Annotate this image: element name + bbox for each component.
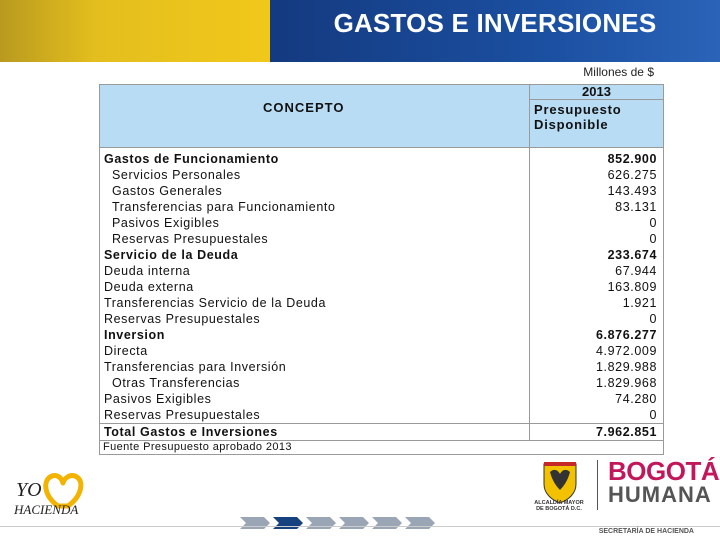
table-row-total [100, 423, 663, 441]
secretaria-label: SECRETARÍA DE HACIENDA [598, 528, 694, 535]
row-value: 4.972.009 [595, 344, 657, 358]
table-row [100, 359, 663, 375]
table-row [100, 407, 663, 423]
table-row [100, 231, 663, 247]
heart-icon [14, 466, 96, 528]
row-value: 0 [649, 232, 657, 246]
chevron-step [405, 517, 435, 529]
chevron-step-active [273, 517, 303, 529]
table-source-note: Fuente Presupuesto aprobado 2013 [103, 441, 292, 453]
chevron-step [240, 517, 270, 529]
header-gold-band [0, 0, 270, 62]
header-year: 2013 [530, 85, 663, 100]
table-row [100, 279, 663, 295]
chevron-step [372, 517, 402, 529]
row-value: 163.809 [607, 280, 657, 294]
row-value: 74.280 [615, 392, 657, 406]
progress-chevrons [240, 517, 435, 529]
bogota-wordmark: BOGOTÁ [608, 456, 720, 486]
unit-label: Millones de $ [583, 65, 654, 79]
row-label: Deuda interna [100, 263, 530, 279]
row-value: 233.674 [607, 248, 657, 262]
table-row [100, 183, 663, 199]
page-title: GASTOS E INVERSIONES [333, 8, 657, 38]
budget-table [99, 84, 664, 455]
table-row [100, 311, 663, 327]
row-label: Transferencias para Funcionamiento [100, 199, 530, 215]
chevron-step [339, 517, 369, 529]
row-value: 7.962.851 [595, 425, 657, 439]
row-value: 83.131 [615, 200, 657, 214]
row-label: Pasivos Exigibles [100, 215, 530, 231]
row-label: Reservas Presupuestales [100, 231, 530, 247]
table-row [100, 343, 663, 359]
row-value: 626.275 [607, 168, 657, 182]
yo-text: YO [16, 479, 42, 501]
table-row [100, 215, 663, 231]
header-concept: CONCEPTO [100, 85, 530, 147]
table-row [100, 295, 663, 311]
table-row [100, 167, 663, 183]
row-value: 1.921 [622, 296, 657, 310]
table-row [100, 327, 663, 343]
row-value: 6.876.277 [595, 328, 657, 342]
row-label: Gastos Generales [100, 183, 530, 199]
row-label: Servicios Personales [100, 167, 530, 183]
header-amount-label [530, 100, 663, 134]
row-label: Deuda externa [100, 279, 530, 295]
humana-wordmark: HUMANA [608, 482, 712, 507]
table-row [100, 375, 663, 391]
header-amount-line1: Presupuesto [534, 102, 622, 117]
chevron-step [306, 517, 336, 529]
footer-divider [0, 526, 720, 527]
hacienda-text: HACIENDA [14, 502, 79, 517]
table-row [100, 247, 663, 263]
table-row [100, 151, 663, 167]
row-value: 143.493 [607, 184, 657, 198]
bogota-coat-of-arms-icon [540, 460, 580, 504]
header-amount [530, 85, 663, 147]
row-label: Inversion [100, 327, 530, 343]
row-label: Pasivos Exigibles [100, 391, 530, 407]
row-value: 0 [649, 408, 657, 422]
row-value: 0 [649, 312, 657, 326]
table-row [100, 391, 663, 407]
row-label: Total Gastos e Inversiones [100, 424, 530, 440]
alcaldia-line2: DE BOGOTÁ D.C. [536, 506, 582, 512]
logo-divider [597, 460, 598, 510]
row-value: 1.829.988 [595, 360, 657, 374]
alcaldia-line1: ALCALDÍA MAYOR [534, 500, 584, 506]
row-label: Reservas Presupuestales [100, 311, 530, 327]
row-label: Gastos de Funcionamiento [100, 151, 530, 167]
row-value: 1.829.968 [595, 376, 657, 390]
header-amount-line2: Disponible [534, 117, 609, 132]
row-label: Directa [100, 343, 530, 359]
row-value: 852.900 [607, 152, 657, 166]
table-row [100, 263, 663, 279]
row-value: 0 [649, 216, 657, 230]
table-row [100, 199, 663, 215]
table-header [100, 85, 663, 148]
row-label: Servicio de la Deuda [100, 247, 530, 263]
row-label: Transferencias Servicio de la Deuda [100, 295, 530, 311]
row-value: 67.944 [615, 264, 657, 278]
table-body [100, 148, 663, 441]
row-label: Reservas Presupuestales [100, 407, 530, 423]
row-label: Transferencias para Inversión [100, 359, 530, 375]
yo-hacienda-logo [14, 466, 96, 528]
alcaldia-text [528, 500, 590, 512]
row-label: Otras Transferencias [100, 375, 530, 391]
